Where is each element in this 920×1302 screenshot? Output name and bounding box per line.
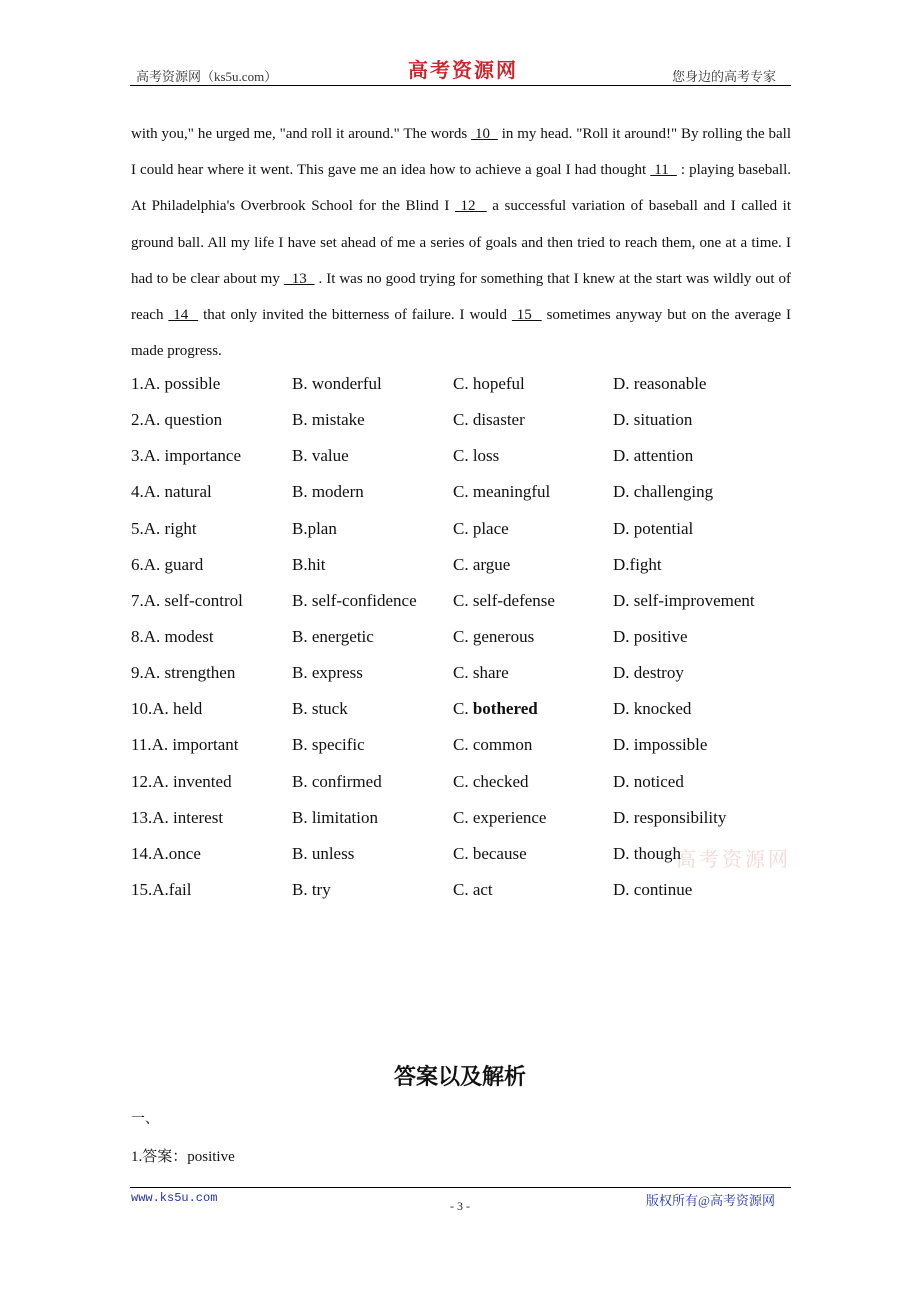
- option-a: 15.A.fail: [131, 879, 192, 899]
- option-c: C. checked: [453, 771, 529, 791]
- footer-site-link[interactable]: www.ks5u.com: [131, 1191, 218, 1205]
- option-a: 2.A. question: [131, 410, 223, 430]
- page-number: - 3 -: [450, 1199, 470, 1213]
- option-a: 3.A. importance: [131, 446, 241, 466]
- option-d: D. noticed: [613, 771, 684, 791]
- option-c: C. self-defense: [453, 590, 555, 610]
- option-d: D. potential: [613, 518, 694, 538]
- option-c: C. because: [453, 843, 527, 863]
- option-row: [131, 402, 811, 438]
- blank-15: 15: [511, 307, 542, 324]
- option-b: B. confirmed: [292, 771, 382, 791]
- passage-segment: . It was no good trying for something that I knew at the start was wildly out of reach: [131, 270, 791, 324]
- option-row: [131, 691, 811, 727]
- option-c: C. loss: [453, 446, 500, 466]
- blank-10: 10: [471, 126, 498, 142]
- option-c: C. act: [453, 879, 493, 899]
- passage-segment: : playing baseball. At Philadelphia's Overbrook School for the Blind I: [131, 162, 792, 215]
- option-a: 13.A. interest: [131, 807, 224, 827]
- blank-13: 13: [283, 270, 315, 287]
- option-c: C. meaningful: [453, 482, 551, 502]
- blank-12: 12: [454, 198, 487, 215]
- header-logo: 高考资源网: [408, 58, 518, 82]
- option-a: 10.A. held: [131, 699, 203, 719]
- header-divider: [130, 85, 791, 86]
- option-d: D. impossible: [613, 735, 708, 755]
- passage-segment: in my head. "Roll it around!" By rolling the ball I could hear where it went. This gave me an idea how to achieve a goal I had thought: [131, 126, 792, 179]
- option-b: B. specific: [292, 735, 365, 755]
- option-b: B. stuck: [292, 699, 348, 719]
- option-a: 14.A.once: [131, 843, 201, 863]
- option-row: [131, 547, 811, 583]
- option-d: D. attention: [613, 446, 694, 466]
- passage-segment: that only invited the bitterness of failure. I would: [198, 307, 512, 324]
- option-b: B. value: [292, 446, 349, 466]
- passage-text: [131, 116, 791, 369]
- option-row: [131, 800, 811, 836]
- answers-section-label: 一、: [131, 1111, 159, 1127]
- option-b: B. mistake: [292, 410, 365, 430]
- option-b: B. try: [292, 879, 331, 899]
- option-d: D. continue: [613, 879, 693, 899]
- watermark: 高考资源网: [676, 847, 791, 871]
- option-a: 4.A. natural: [131, 482, 212, 502]
- header-site-name: 高考资源网（ks5u.com）: [136, 69, 278, 84]
- passage-segment: a successful variation of baseball and I called it ground ball. All my life I have set ahead of me a series of goals and then tried to reach them, one at a time. I had to be clear about my: [131, 198, 791, 287]
- option-a: 6.A. guard: [131, 554, 204, 574]
- option-c: [453, 691, 538, 727]
- footer-divider: [130, 1187, 791, 1188]
- option-d: D. positive: [613, 626, 688, 646]
- header-slogan: 您身边的高考专家: [672, 69, 777, 84]
- option-a: 11.A. important: [131, 735, 239, 755]
- answer-item: 1.答案：positive: [131, 1149, 235, 1165]
- passage-segment: with you," he urged me, "and roll it around." The words: [131, 126, 472, 142]
- passage-segment: sometimes anyway but on the average I made progress.: [131, 307, 792, 360]
- option-b: B.hit: [292, 554, 326, 574]
- option-row: [131, 655, 811, 691]
- option-d: D. challenging: [613, 482, 714, 502]
- option-c: C. argue: [453, 554, 511, 574]
- option-d: D. knocked: [613, 699, 692, 719]
- option-c: C. experience: [453, 807, 547, 827]
- options-table: [131, 366, 811, 908]
- footer-copyright: 版权所有@高考资源网: [646, 1193, 775, 1208]
- option-d: D. though: [613, 843, 681, 863]
- option-row: [131, 872, 811, 908]
- option-row: [131, 438, 811, 474]
- option-a: 7.A. self-control: [131, 590, 243, 610]
- option-c: C. disaster: [453, 410, 525, 430]
- answers-title: 答案以及解析: [393, 1065, 526, 1090]
- option-c: C. hopeful: [453, 374, 525, 393]
- option-c: C. share: [453, 663, 509, 683]
- option-row: [131, 619, 811, 655]
- option-d: D. reasonable: [613, 374, 707, 393]
- option-b: B. express: [292, 663, 363, 683]
- option-row: [131, 764, 811, 800]
- option-c: C. common: [453, 735, 533, 755]
- option-b: B. unless: [292, 843, 355, 863]
- option-c-prefix: C.: [453, 699, 473, 719]
- option-b: B. modern: [292, 482, 364, 502]
- option-c: C. generous: [453, 626, 535, 646]
- option-c: C. place: [453, 518, 509, 538]
- blank-11: 11: [650, 162, 677, 179]
- option-a: 5.A. right: [131, 518, 197, 538]
- option-row: [131, 727, 811, 763]
- option-c-bold-word: bothered: [472, 699, 538, 719]
- option-d: D. responsibility: [613, 807, 727, 827]
- option-row: [131, 474, 811, 510]
- option-b: B. energetic: [292, 626, 374, 646]
- option-row: [131, 583, 811, 619]
- option-a: 9.A. strengthen: [131, 663, 236, 683]
- option-row: [131, 511, 811, 547]
- option-b: B. wonderful: [292, 374, 382, 393]
- option-d: D. destroy: [613, 663, 684, 683]
- option-a: 8.A. modest: [131, 626, 214, 646]
- option-d: D. self-improvement: [613, 590, 755, 610]
- blank-14: 14: [168, 307, 199, 324]
- option-b: B. self-confidence: [292, 590, 417, 610]
- option-b: B.plan: [292, 518, 337, 538]
- option-b: B. limitation: [292, 807, 378, 827]
- option-row: [131, 366, 811, 402]
- option-d: D. situation: [613, 410, 693, 430]
- option-a: 12.A. invented: [131, 771, 232, 791]
- option-d: D.fight: [613, 554, 662, 574]
- option-a: 1.A. possible: [131, 374, 221, 393]
